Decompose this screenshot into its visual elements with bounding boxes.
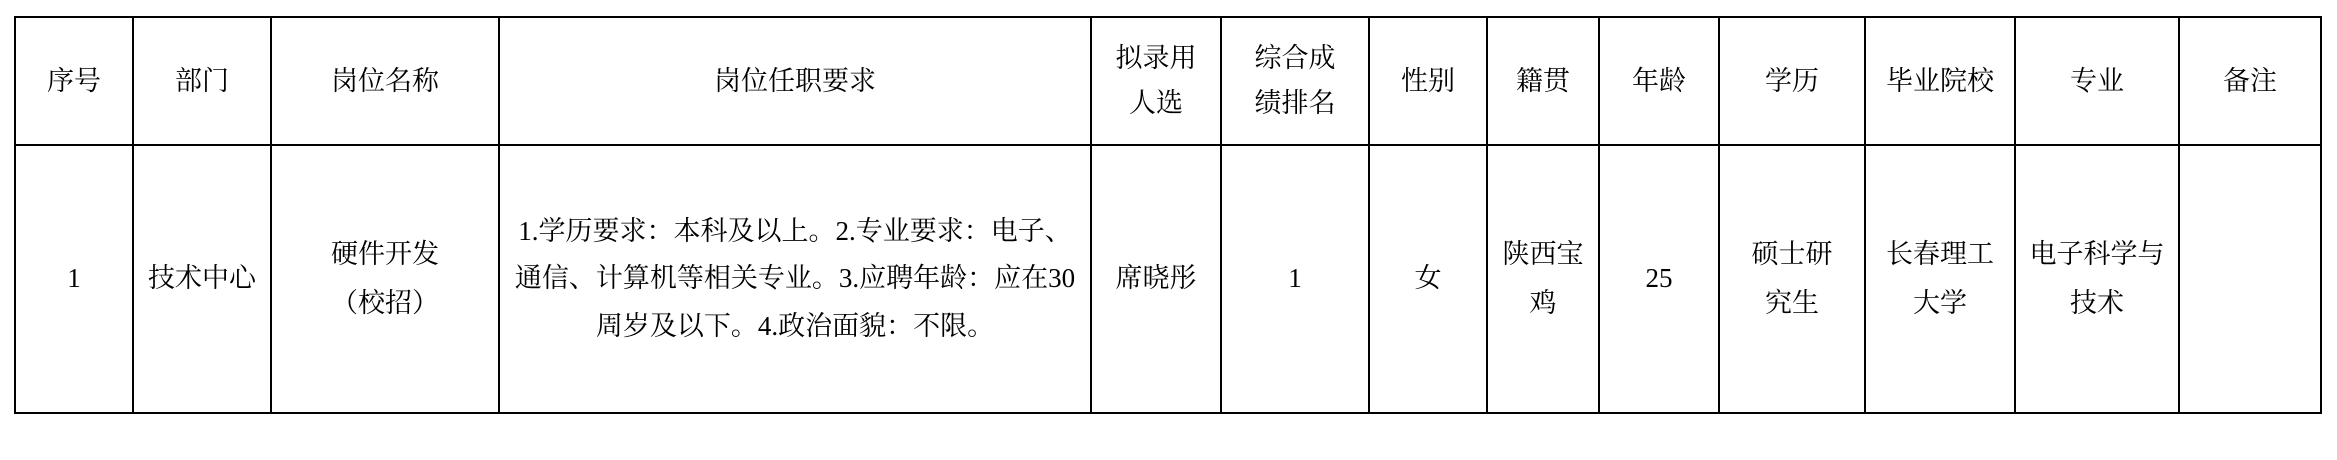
column-header-candidate — [1091, 17, 1221, 145]
cell-school — [1865, 145, 2015, 413]
cell-origin — [1487, 145, 1599, 413]
cell-age: 25 — [1599, 145, 1719, 413]
column-header-dept — [133, 17, 271, 145]
column-header-candidate-line2: 人选 — [1129, 88, 1183, 118]
cell-dept: 技术中心 — [133, 145, 271, 413]
cell-school-line2: 大学 — [1913, 288, 1967, 318]
column-header-age — [1599, 17, 1719, 145]
table-row — [15, 145, 2321, 413]
document-page — [0, 16, 2337, 460]
cell-gender: 女 — [1369, 145, 1487, 413]
column-header-origin-label: 籍贯 — [1516, 65, 1570, 96]
column-header-gender — [1369, 17, 1487, 145]
column-header-age-label: 年龄 — [1632, 65, 1686, 96]
column-header-remark-label: 备注 — [2223, 65, 2277, 96]
table-header-row — [15, 17, 2321, 145]
cell-education-line1: 硕士研 — [1751, 239, 1833, 270]
column-header-requirements-label: 岗位任职要求 — [714, 65, 876, 96]
column-header-major — [2015, 17, 2179, 145]
cell-post-line1: 硬件开发 — [331, 239, 439, 270]
cell-education — [1719, 145, 1865, 413]
column-header-candidate-line1: 拟录用 — [1115, 43, 1197, 74]
column-header-education-label: 学历 — [1765, 65, 1819, 96]
cell-post-line2: （校招） — [331, 288, 439, 318]
column-header-education — [1719, 17, 1865, 145]
cell-major — [2015, 145, 2179, 413]
column-header-rank-line1: 综合成 — [1254, 43, 1336, 74]
column-header-rank — [1221, 17, 1369, 145]
table-body — [15, 145, 2321, 413]
cell-origin-line1: 陕西宝 — [1502, 239, 1584, 270]
cell-school-line1: 长春理工 — [1886, 239, 1994, 270]
column-header-school-label: 毕业院校 — [1886, 65, 1994, 96]
column-header-dept-label: 部门 — [175, 65, 229, 96]
cell-major-line1: 电子科学与 — [2029, 239, 2165, 270]
recruitment-result-table — [14, 16, 2322, 414]
column-header-requirements — [499, 17, 1091, 145]
cell-candidate: 席晓彤 — [1091, 145, 1221, 413]
column-header-rank-line2: 绩排名 — [1254, 88, 1336, 118]
column-header-seq — [15, 17, 133, 145]
column-header-post-label: 岗位名称 — [331, 65, 439, 96]
cell-post — [271, 145, 499, 413]
cell-rank: 1 — [1221, 145, 1369, 413]
column-header-remark — [2179, 17, 2321, 145]
cell-requirements: 1.学历要求：本科及以上。2.专业要求：电子、通信、计算机等相关专业。3.应聘年龄：应在30周岁及以下。4.政治面貌：不限。 — [499, 145, 1091, 413]
cell-education-line2: 究生 — [1765, 288, 1819, 318]
cell-seq: 1 — [15, 145, 133, 413]
column-header-post — [271, 17, 499, 145]
table-header — [15, 17, 2321, 145]
column-header-major-label: 专业 — [2070, 65, 2124, 96]
cell-remark — [2179, 145, 2321, 413]
column-header-school — [1865, 17, 2015, 145]
column-header-seq-label: 序号 — [47, 65, 101, 96]
cell-major-line2: 技术 — [2070, 288, 2124, 318]
cell-origin-line2: 鸡 — [1529, 288, 1557, 318]
column-header-gender-label: 性别 — [1401, 65, 1455, 96]
column-header-origin — [1487, 17, 1599, 145]
